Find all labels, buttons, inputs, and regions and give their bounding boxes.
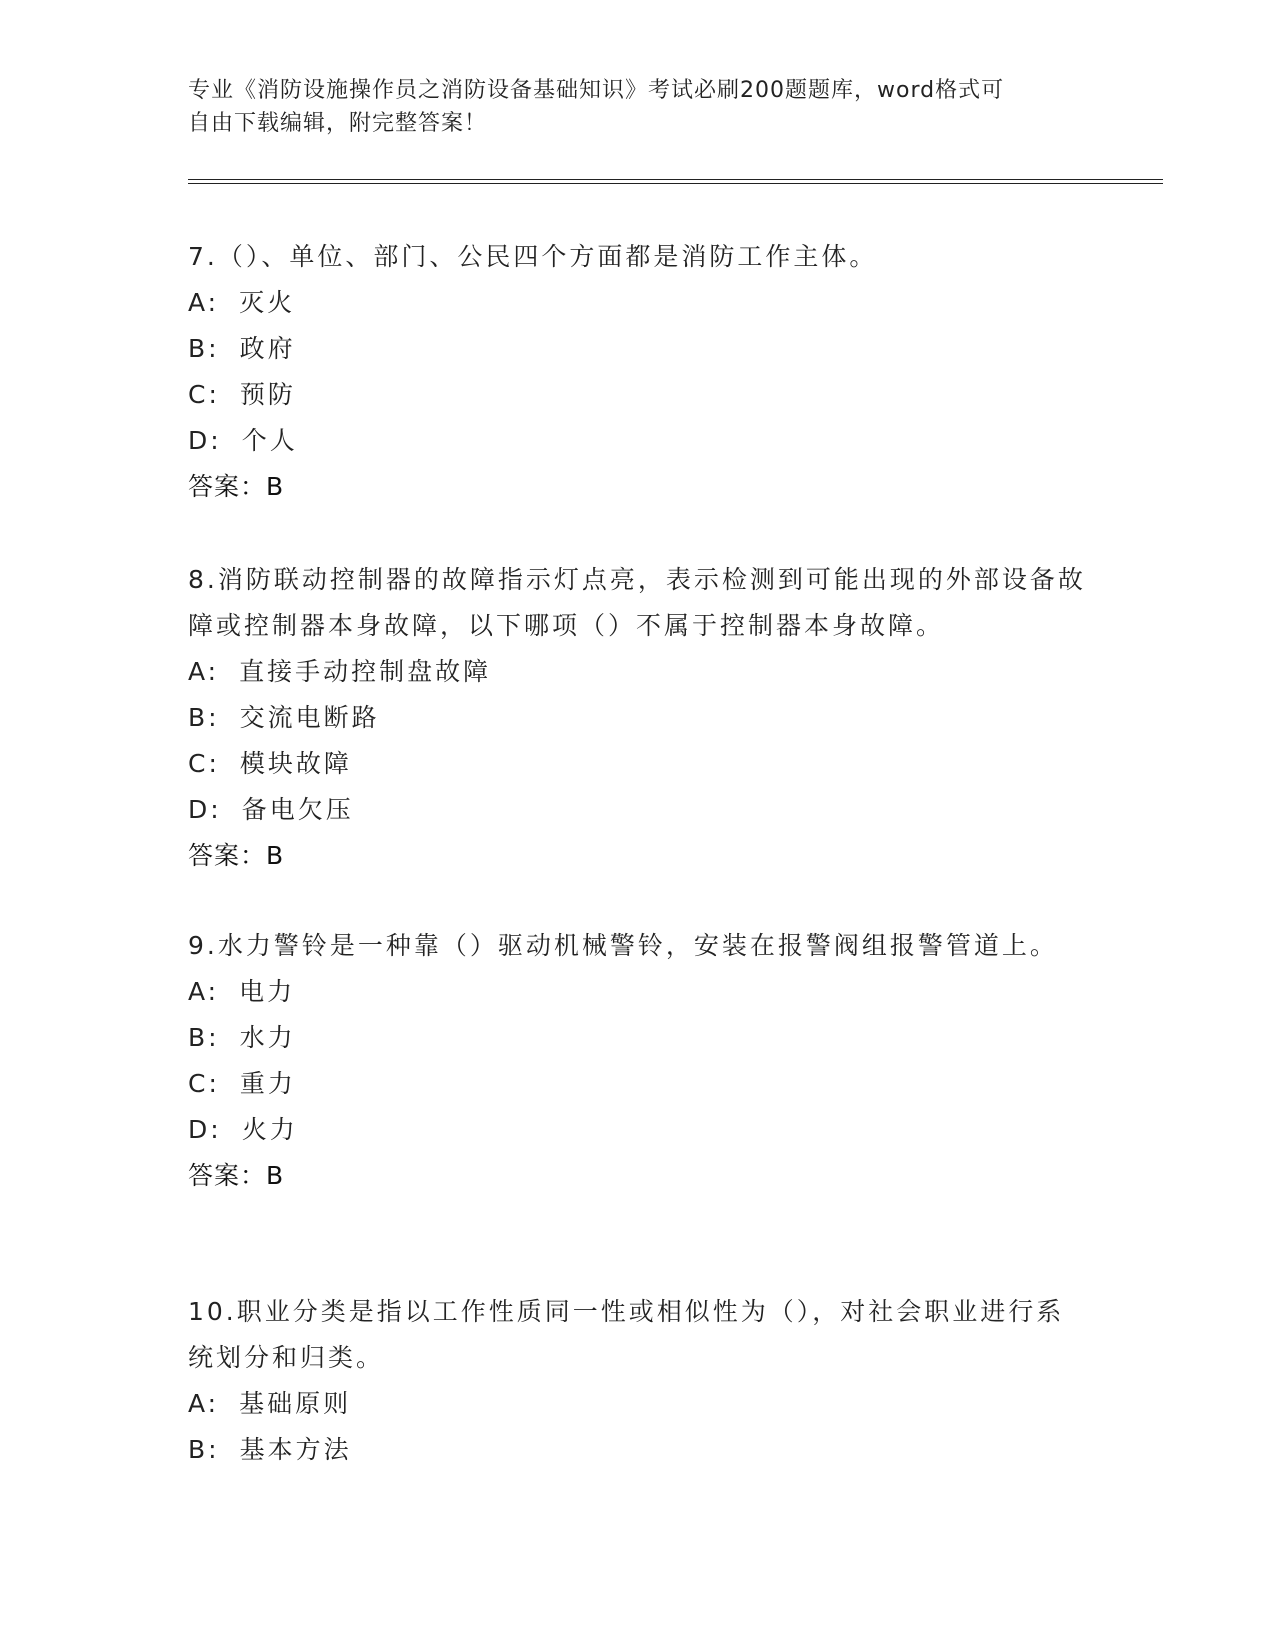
option-key: C: [188,749,220,778]
answer-line: 答案：B [188,841,285,870]
option-key: B: [188,334,220,363]
option-c [188,372,1088,418]
option-a [188,969,1088,1015]
option-text: 直接手动控制盘故障 [239,657,492,686]
option-text: 基本方法 [239,1435,352,1464]
option-c [188,741,1088,787]
option-a [188,649,1088,695]
option-text: 政府 [239,334,296,363]
header-divider-bottom [188,183,1163,184]
option-d [188,787,1088,833]
option-key: B: [188,703,220,732]
option-d [188,418,1088,464]
option-a [188,280,1088,326]
option-b [188,1427,1088,1473]
option-c [188,1061,1088,1107]
question-9 [188,923,1088,1199]
option-key: A: [188,977,220,1006]
option-d [188,1107,1088,1153]
option-text: 备电欠压 [241,795,354,824]
question-text: 7.（）、单位、部门、公民四个方面都是消防工作主体。 [188,242,878,271]
answer-line: 答案：B [188,1161,285,1190]
option-text: 灭火 [239,288,296,317]
option-key: D: [188,426,222,455]
option-text: 个人 [241,426,298,455]
option-b [188,326,1088,372]
question-8 [188,557,1088,879]
option-key: B: [188,1023,220,1052]
option-key: A: [188,657,220,686]
option-text: 电力 [239,977,296,1006]
option-text: 模块故障 [239,749,352,778]
option-key: A: [188,288,220,317]
option-b [188,1015,1088,1061]
option-text: 水力 [239,1023,296,1052]
question-text: 8.消防联动控制器的故障指示灯点亮，表示检测到可能出现的外部设备故障或控制器本身故障，以下哪项（）不属于控制器本身故障。 [188,565,1086,640]
option-a [188,1381,1088,1427]
question-10 [188,1289,1088,1473]
question-7 [188,234,1088,510]
option-key: C: [188,1069,220,1098]
option-key: D: [188,795,222,824]
question-text: 10.职业分类是指以工作性质同一性或相似性为（），对社会职业进行系统划分和归类。 [188,1297,1065,1372]
option-key: B: [188,1435,220,1464]
option-text: 交流电断路 [239,703,380,732]
option-text: 基础原则 [239,1389,352,1418]
header-divider-top [188,179,1163,180]
header-title-line1: 专业《消防设施操作员之消防设备基础知识》考试必刷200题题库，word格式可 [188,78,1005,103]
option-text: 火力 [241,1115,298,1144]
option-b [188,695,1088,741]
option-text: 预防 [239,380,296,409]
option-key: D: [188,1115,222,1144]
option-key: C: [188,380,220,409]
question-text: 9.水力警铃是一种靠（）驱动机械警铃，安装在报警阀组报警管道上。 [188,931,1058,960]
option-key: A: [188,1389,220,1418]
header-title-line2: 自由下载编辑，附完整答案！ [188,111,488,136]
answer-line: 答案：B [188,472,285,501]
document-header [188,74,1088,140]
option-text: 重力 [239,1069,296,1098]
